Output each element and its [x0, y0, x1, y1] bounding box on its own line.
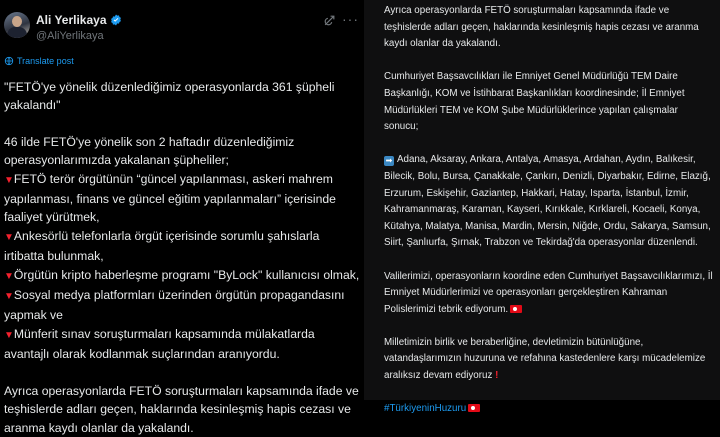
- grok-icon[interactable]: [323, 14, 336, 27]
- red-triangle-icon: ▼: [4, 270, 14, 282]
- continuation-p2: Cumhuriyet Başsavcılıkları ile Emniyet Genel Müdürlüğü TEM Daire Başkanlığı, KOM ve İstihbarat Başkanlıkları koordinesinde; İl Emniyet Müdürlükleri TEM ve KOM Şube Müdürlüklerince yapılan çalışmalar sonucu;: [384, 71, 685, 133]
- avatar-head: [12, 16, 22, 27]
- tweet-intro: 46 ilde FETÖ'ye yönelik son 2 haftadır düzenlediğimiz operasyonlarımızda yakalanan şüpheliler;: [4, 134, 295, 168]
- bullet-item: ▼Ankesörlü telefonlarla örgüt içerisinde sorumlu şahıslarla irtibatta bulunmak,: [4, 228, 320, 264]
- continuation-p3: ➡ Adana, Aksaray, Ankara, Antalya, Amasya, Ardahan, Aydın, Balıkesir, Bilecik, Bolu, Bursa, Çanakkale, Çankırı, Denizli, Diyarbakır, Edirne, Elazığ, Erzurum, Eskişehir, Gaziantep, Hakkari, Hatay, Isparta, İstanbul, İzmir, Kahramanmaraş, Karaman, Kayseri, Kırıkkale, Kırklareli, Kocaeli, Konya, Kütahya, Malatya, Manisa, Mardin, Mersin, Niğde, Ordu, Sakarya, Samsun, Siirt, Şanlıurfa, Şırnak, Trabzon ve Tekirdağ'da operasyonlar düzenlendi.: [384, 154, 711, 249]
- tweet-headline: "FETÖ'ye yönelik düzenlediğimiz operasyonlarda 361 şüpheli yakalandı": [4, 80, 335, 113]
- author-handle[interactable]: @AliYerlikaya: [36, 30, 104, 42]
- translate-post-link[interactable]: [4, 56, 74, 66]
- globe-icon: [4, 56, 14, 66]
- avatar[interactable]: [4, 12, 30, 38]
- red-triangle-icon: ▼: [4, 291, 14, 303]
- bullet-item: ▼FETÖ terör örgütünün “güncel yapılanması, askeri mahrem yapılanması, finans ve güncel eğitim yapılanmaları” içerisinde faaliyet yürütmek,: [4, 171, 336, 225]
- hashtag-link[interactable]: #TürkiyeninHuzuru: [384, 403, 467, 415]
- red-triangle-icon: ▼: [4, 231, 14, 243]
- continuation-p1: Ayrıca operasyonlarda FETÖ soruşturmaları kapsamında ifade ve teşhislerde adları geçen, haklarında kesinleşmiş hapis cezası ve aranma kaydı olanlar da yakalandı.: [384, 5, 699, 50]
- more-options-icon[interactable]: ···: [342, 11, 359, 27]
- right-arrow-icon: ➡: [385, 156, 393, 166]
- tweet-text: [4, 78, 360, 437]
- bullet-item: ▼Sosyal medya platformları üzerinden örgütün propagandasını yapmak ve: [4, 288, 345, 323]
- exclamation-icon: !: [495, 370, 499, 382]
- author-name[interactable]: Ali Yerlikaya: [36, 13, 107, 27]
- red-triangle-icon: ▼: [4, 329, 14, 341]
- bullet-item: ▼Münferit sınav soruşturmaları kapsamında mülakatlarda avantajlı olarak kodlanmak suçlarından aranıyordu.: [4, 326, 315, 362]
- continuation-p5: Milletimizin birlik ve beraberliğine, devletimizin bütünlüğüne, vatandaşlarımızın huzuruna ve refahına kastedenlere karşı mücadelemize aralıksız devam ediyoruz !: [384, 336, 706, 382]
- turkey-flag-icon: [468, 404, 480, 412]
- hashtag-line: [384, 401, 714, 418]
- turkey-flag-icon: [510, 305, 522, 313]
- avatar-suit: [7, 27, 27, 38]
- continuation-p4: Valilerimizi, operasyonların koordine eden Cumhuriyet Başsavcılıklarımızı, İl Emniyet Müdürlerimizi ve operasyonları gerçekleştiren Kahraman Polislerimizi tebrik ediyorum.: [384, 270, 713, 315]
- red-triangle-icon: ▼: [4, 174, 14, 186]
- translate-label[interactable]: Translate post: [17, 56, 74, 66]
- author-name-row[interactable]: [36, 13, 122, 27]
- tweet-continuation: [384, 3, 714, 418]
- tweet-closing: Ayrıca operasyonlarda FETÖ soruşturmaları kapsamında ifade ve teşhislerde adları geçen, haklarında kesinleşmiş hapis cezası ve aranma kaydı olanlar da yakalandı.: [4, 383, 359, 435]
- bullet-item: ▼Örgütün kripto haberleşme programı "ByLock" kullanıcısı olmak,: [4, 267, 360, 282]
- verified-badge-icon: [110, 14, 122, 26]
